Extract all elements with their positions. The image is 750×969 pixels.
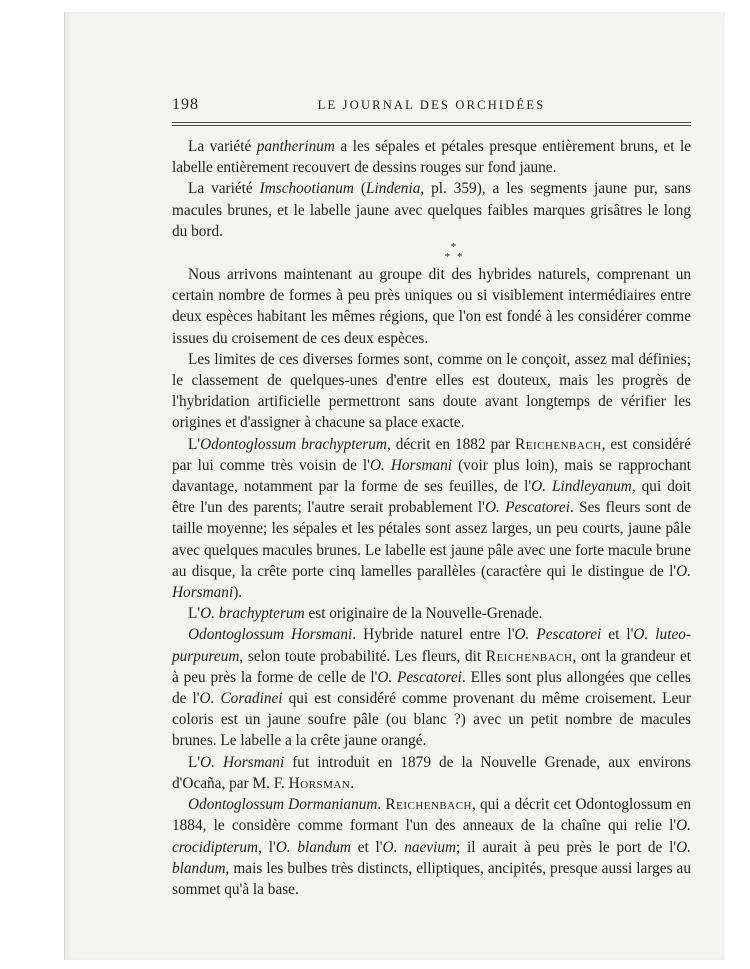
text-run: fut introduit en 1879 de la Nouvelle Grenade, aux environs d'Ocaña, par M. F. [172, 753, 692, 792]
body-text [172, 136, 691, 900]
text-run: . Elles sont plus allongées que celles de l' [172, 668, 691, 708]
species-name: Odontoglossum Horsmani [188, 626, 353, 644]
text-run: est originaire de la Nouvelle-Grenade. [304, 605, 543, 623]
text-run: et l' [350, 838, 383, 856]
header-rule-secondary [172, 125, 691, 126]
text-run: , l' [258, 838, 276, 856]
text-run: . Hybride naturel entre l' [352, 626, 515, 644]
text-run: ; il aurait à peu près le port de l' [456, 838, 677, 856]
paragraph-horsmani-origin [172, 752, 691, 794]
section-asterism [172, 242, 691, 264]
publication-name: Lindenia [365, 180, 421, 198]
species-name: O. crocidipterum [172, 817, 691, 856]
species-name: O. brachypterum [200, 605, 305, 623]
text-run: ( [353, 180, 366, 198]
text-run: (voir plus loin), mais se rapprochant davantage, notamment par la forme de ses feuilles, de l' [172, 456, 691, 496]
text-run: . [377, 796, 386, 814]
text-run: . Ses fleurs sont de taille moyenne; les sépales et les pétales sont assez larges, un peu courts, jaune pâle avec quelques macules brunes. Le labelle est jaune pâle avec une forte macule brune au disque, la crête porte cinq lamelles parallèles (caractère qui le distingue de l' [172, 499, 692, 580]
paragraph-imschootianum [172, 178, 691, 242]
author-name: Reichenbach [385, 796, 472, 814]
text-run: , mais les bulbes très distincts, elliptiques, ancipités, presque aussi larges au sommet qu'à la base. [172, 859, 691, 898]
species-name: O. Lindleyanum [531, 478, 632, 496]
species-name: O. Horsmani [369, 456, 453, 474]
paragraph-limits: Les limites de ces diverses formes sont, comme on le conçoit, assez mal définies; le classement de quelques-unes d'entre elles est douteux, mais les progrès de l'hybridation artificielle permettront sans doute avant longtemps de vérifier les origines et d'assigner à chacune sa place exacte. [172, 350, 691, 432]
text-run: ). [233, 584, 243, 602]
text-run: L' [188, 753, 201, 771]
species-name: O. blandum [172, 838, 691, 877]
paragraph-dormanianum [172, 794, 691, 900]
running-title: LE JOURNAL DES ORCHIDÉES [317, 98, 546, 112]
paragraph-brachypterum-origin [172, 603, 691, 624]
author-name: Reichenbach [485, 647, 573, 665]
paragraph-brachypterum [172, 434, 691, 604]
paragraph-horsmani [172, 624, 691, 751]
text-run: , selon toute probabilité. Les fleurs, dit [239, 647, 486, 665]
text-run: , qui doit être l'un des parents; l'autre serait probablement l' [172, 478, 691, 517]
species-name: Odontoglossum Dormanianum [188, 796, 378, 814]
text-run: L' [188, 435, 201, 453]
variety-name: pantherinum [256, 138, 335, 155]
text-run: , qui a décrit cet Odontoglossum en 1884, le considère comme formant l'un des anneaux de la chaîne qui relie l' [172, 796, 691, 835]
text-run: et l' [601, 626, 634, 644]
text-run: , est considéré par lui comme très voisin de l' [172, 435, 691, 474]
text-run: . [350, 774, 355, 792]
author-name: Reichenbach [515, 435, 602, 453]
species-name: O. naevium [382, 838, 457, 856]
species-name: O. Pescatorei [377, 668, 462, 686]
text-run: , ont la grandeur et à peu près la forme de celle de l' [172, 647, 692, 686]
text-run: La variété [188, 138, 257, 155]
species-name: O. Pescatorei [484, 499, 570, 517]
text-run: La variété [188, 180, 260, 198]
header-rule [172, 122, 691, 123]
page-header [172, 96, 691, 122]
text-run: L' [188, 605, 201, 623]
species-name: O. Horsmani [200, 753, 285, 771]
species-name: O. Horsmani [172, 562, 691, 602]
species-name: Odontoglossum brachypterum [200, 435, 387, 453]
text-run: , pl. 359), a les segments jaune pur, sans macules brunes, et le labelle jaune avec quelques faibles marques grisâtres le long du bord. [172, 180, 691, 240]
text-run: , décrit en 1882 par [386, 435, 516, 453]
species-name: O. Pescatorei [514, 626, 602, 644]
page-number: 198 [172, 96, 199, 113]
asterism-bottom: * * [444, 251, 465, 264]
person-name: Horsman [288, 774, 351, 792]
paragraph-pantherinum [172, 136, 691, 178]
species-name: O. Coradinei [199, 690, 283, 708]
text-run: qui est considéré comme provenant du même croisement. Leur coloris est un jaune soufre pâle (ou blanc ?) avec un petit nombre de macules brunes. Le labelle a la crête jaune orangé. [172, 690, 691, 750]
text-run: a les sépales et pétales presque entièrement bruns, et le labelle entièrement recouvert de dessins rouges sur fond jaune. [172, 138, 691, 177]
species-name: O. luteo-purpureum [172, 626, 691, 665]
species-name: O. blandum [275, 838, 351, 856]
variety-name: Imschootianum [259, 180, 354, 198]
paragraph-natural-hybrids: Nous arrivons maintenant au groupe dit des hybrides naturels, comprenant un certain nombre de formes à peu près uniques ou si visiblement intermédiaires entre deux espèces habitant les mêmes régions, que l'on est fondé à les considérer comme issues du croisement de ces deux espèces. [172, 266, 691, 347]
asterism-top: * [450, 241, 459, 254]
